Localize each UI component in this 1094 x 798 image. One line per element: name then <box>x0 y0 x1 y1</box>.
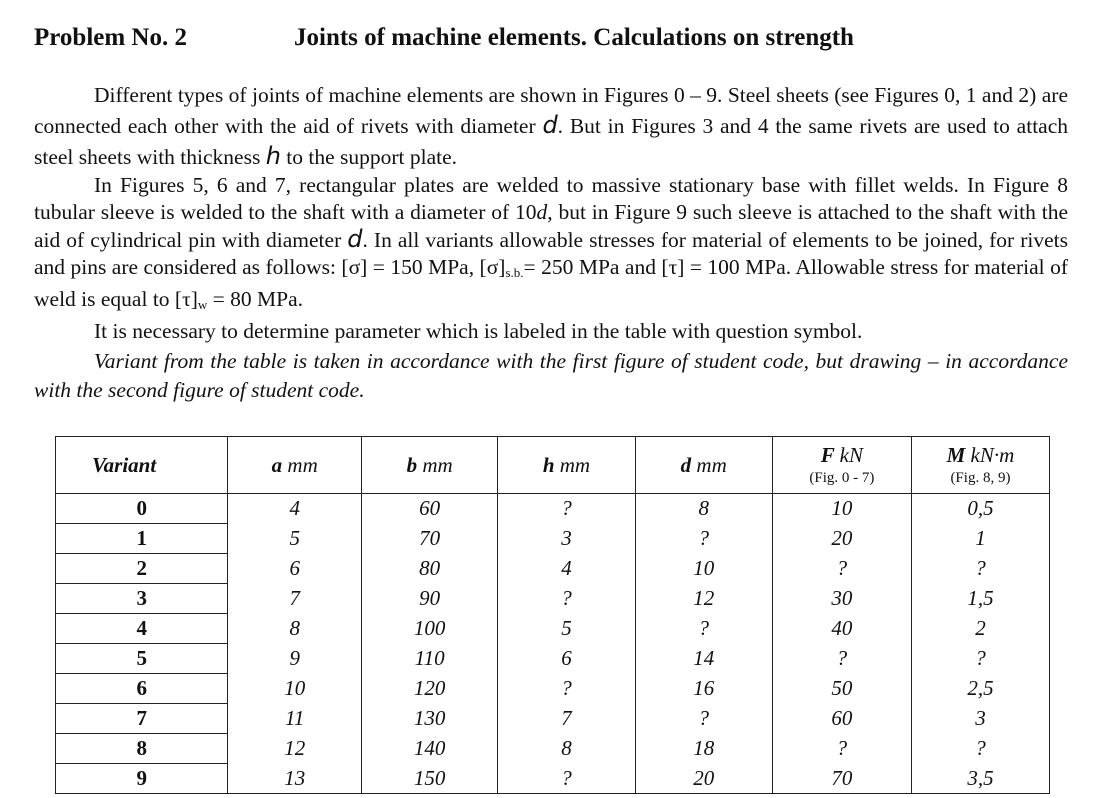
cell-d: 14 <box>635 644 772 674</box>
variable-d: d <box>542 111 558 139</box>
table-row <box>56 494 1050 524</box>
paragraph-task: It is necessary to determine parameter which is labeled in the table with question symbol. <box>94 319 863 343</box>
cell-h: ? <box>498 584 635 614</box>
header-symbol: h <box>542 452 555 477</box>
cell-variant: 4 <box>56 614 228 644</box>
header-unit: kN·m <box>970 443 1015 467</box>
cell-f: 10 <box>772 494 911 524</box>
cell-a: 10 <box>228 674 362 704</box>
cell-b: 80 <box>361 554 497 584</box>
cell-h: 7 <box>498 704 635 734</box>
cell-f: ? <box>772 644 911 674</box>
cell-b: 110 <box>361 644 497 674</box>
cell-a: 4 <box>228 494 362 524</box>
table-row <box>56 554 1050 584</box>
cell-m: 3 <box>911 704 1049 734</box>
header-f <box>772 437 911 494</box>
table-row <box>56 584 1050 614</box>
cell-d: 20 <box>635 764 772 794</box>
header-symbol: b <box>406 452 418 477</box>
cell-variant: 8 <box>56 734 228 764</box>
cell-h: ? <box>498 764 635 794</box>
variable-h: h <box>265 142 281 170</box>
cell-variant: 7 <box>56 704 228 734</box>
header-unit: kN <box>839 443 863 467</box>
header-a <box>228 437 362 494</box>
header-symbol: M <box>946 443 966 467</box>
table-header-row <box>56 437 1050 494</box>
cell-f: 50 <box>772 674 911 704</box>
cell-f: 70 <box>772 764 911 794</box>
cell-b: 120 <box>361 674 497 704</box>
cell-d: ? <box>635 524 772 554</box>
header-unit: mm <box>696 452 727 477</box>
text-run: In Figures 5, 6 and 7, rectangular plates are welded to massive stationary base with fillet welds. In Figure 8 tubular sleeve is welded to the shaft with a diameter of 10 <box>34 173 1068 224</box>
table-row <box>56 614 1050 644</box>
problem-number: Problem No. 2 <box>34 24 187 51</box>
header-note: (Fig. 8, 9) <box>950 470 1011 486</box>
cell-variant: 2 <box>56 554 228 584</box>
cell-h: 3 <box>498 524 635 554</box>
cell-a: 13 <box>228 764 362 794</box>
header-unit: mm <box>287 452 318 477</box>
problem-title: Joints of machine elements. Calculations on strength <box>294 24 854 51</box>
cell-d: 12 <box>635 584 772 614</box>
table-row <box>56 734 1050 764</box>
cell-f: 20 <box>772 524 911 554</box>
paragraph-joint-types <box>34 80 1068 172</box>
cell-variant: 0 <box>56 494 228 524</box>
cell-a: 7 <box>228 584 362 614</box>
cell-b: 130 <box>361 704 497 734</box>
text-run: Different types of joints of machine elements are shown in Figures 0 – 9. Steel sheets (see Figures 0, 1 and 2) are connected each other with the aid of rivets with diameter <box>34 83 1068 138</box>
cell-a: 12 <box>228 734 362 764</box>
cell-a: 5 <box>228 524 362 554</box>
cell-h: 8 <box>498 734 635 764</box>
cell-m: 2 <box>911 614 1049 644</box>
table-row <box>56 704 1050 734</box>
cell-variant: 1 <box>56 524 228 554</box>
variants-table <box>55 436 1050 794</box>
header-symbol: d <box>680 452 692 477</box>
cell-d: 18 <box>635 734 772 764</box>
header-note: (Fig. 0 - 7) <box>809 470 875 486</box>
variable-d: d <box>536 200 548 224</box>
cell-b: 100 <box>361 614 497 644</box>
text-run: to the support plate. <box>286 145 458 169</box>
cell-d: 10 <box>635 554 772 584</box>
cell-h: 4 <box>498 554 635 584</box>
cell-f: 30 <box>772 584 911 614</box>
subscript-w: w <box>197 297 208 312</box>
cell-d: ? <box>635 614 772 644</box>
cell-d: 16 <box>635 674 772 704</box>
cell-a: 11 <box>228 704 362 734</box>
cell-m: 1 <box>911 524 1049 554</box>
cell-variant: 3 <box>56 584 228 614</box>
header-b <box>361 437 497 494</box>
cell-h: 5 <box>498 614 635 644</box>
cell-b: 70 <box>361 524 497 554</box>
cell-m: 2,5 <box>911 674 1049 704</box>
table-row <box>56 674 1050 704</box>
cell-a: 8 <box>228 614 362 644</box>
cell-h: 6 <box>498 644 635 674</box>
cell-m: ? <box>911 554 1049 584</box>
header-d <box>635 437 772 494</box>
page-heading <box>34 24 1064 58</box>
paragraph-variant-rule: Variant from the table is taken in accordance with the first figure of student code, but drawing – in accordance with the second figure of student code. <box>34 349 1068 402</box>
cell-b: 60 <box>361 494 497 524</box>
table-row <box>56 644 1050 674</box>
text-run: , but in Figure 9 such sleeve is attached to the shaft with the aid of cylindrical pin with diameter <box>34 200 1068 252</box>
cell-a: 9 <box>228 644 362 674</box>
text-run: . In all variants allowable stresses for material of elements to be joined, for rivets and pins are considered as follows: [σ] = 150 MPa, [σ] <box>34 228 1069 279</box>
cell-m: 3,5 <box>911 764 1049 794</box>
cell-variant: 9 <box>56 764 228 794</box>
cell-f: ? <box>772 554 911 584</box>
cell-f: 60 <box>772 704 911 734</box>
header-m <box>911 437 1049 494</box>
paragraph-welds-and-stresses <box>34 172 1068 318</box>
cell-h: ? <box>498 494 635 524</box>
cell-h: ? <box>498 674 635 704</box>
subscript-sb: s.b. <box>505 265 524 280</box>
cell-b: 140 <box>361 734 497 764</box>
text-run: = 250 MPa and [τ] = 100 MPa. Allowable stress for material of weld is equal to [τ] <box>34 255 1069 311</box>
cell-m: 1,5 <box>911 584 1049 614</box>
variable-d: d <box>347 225 363 253</box>
table-row <box>56 524 1050 554</box>
header-variant: Variant <box>56 437 228 494</box>
text-run: = 80 MPa. <box>212 287 304 311</box>
cell-f: 40 <box>772 614 911 644</box>
cell-m: 0,5 <box>911 494 1049 524</box>
cell-m: ? <box>911 644 1049 674</box>
cell-variant: 6 <box>56 674 228 704</box>
header-symbol: F <box>820 443 835 467</box>
header-h <box>498 437 635 494</box>
header-unit: mm <box>559 452 591 477</box>
cell-b: 150 <box>361 764 497 794</box>
cell-b: 90 <box>361 584 497 614</box>
cell-variant: 5 <box>56 644 228 674</box>
text-run: . But in Figures 3 and 4 the same rivets are used to attach steel sheets with thickness <box>34 114 1069 169</box>
table-row <box>56 764 1050 794</box>
header-symbol: a <box>271 452 283 477</box>
cell-d: 8 <box>635 494 772 524</box>
cell-m: ? <box>911 734 1049 764</box>
cell-a: 6 <box>228 554 362 584</box>
header-unit: mm <box>422 452 453 477</box>
cell-f: ? <box>772 734 911 764</box>
problem-statement <box>34 80 1068 405</box>
cell-d: ? <box>635 704 772 734</box>
